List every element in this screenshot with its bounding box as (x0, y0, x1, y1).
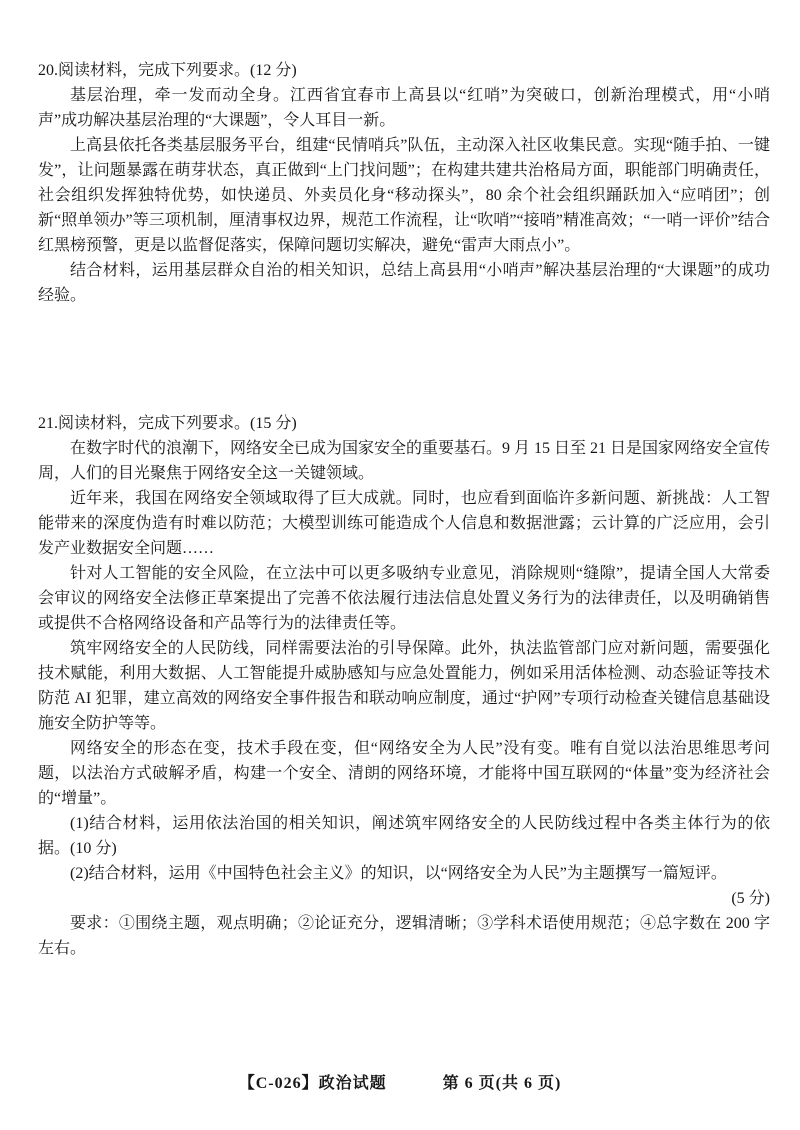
question-20-header: 20.阅读材料，完成下列要求。(12 分) (38, 62, 297, 79)
question-21-subquestion-2: (2)结合材料，运用《中国特色社会主义》的知识，以“网络安全为人民”为主题撰写一篇短评。 (70, 865, 727, 882)
question-21-requirements: 要求：①围绕主题，观点明确；②论证充分，逻辑清晰；③学科术语使用规范；④总字数在 200 字左右。 (38, 915, 770, 957)
question-20-task: 结合材料，运用基层群众自治的相关知识，总结上高县用“小哨声”解决基层治理的“大课题”的成功经验。 (38, 262, 770, 304)
question-21-paragraph-4: 筑牢网络安全的人民防线，同样需要法治的引导保障。此外，执法监管部门应对新问题，需要强化技术赋能，利用大数据、人工智能提升威胁感知与应急处置能力，例如采用活体检测、动态验证等技术防范 AI 犯罪，建立高效的网络安全事件报告和联动响应制度，通过“护网”专项行动检查关键信息基础设施安全防护等等。 (38, 640, 770, 732)
question-21 (38, 411, 770, 961)
footer-doc-title: 【C-026】政治试题 (238, 1075, 387, 1092)
footer-page-number: 第 6 页(共 6 页) (442, 1075, 562, 1092)
question-20-paragraph-1: 基层治理，牵一发而动全身。江西省宜春市上高县以“红哨”为突破口，创新治理模式，用“小哨声”成功解决基层治理的“大课题”，令人耳目一新。 (38, 87, 770, 129)
question-21-header: 21.阅读材料，完成下列要求。(15 分) (38, 415, 297, 432)
question-21-score-note: (5 分) (731, 890, 770, 907)
question-21-paragraph-1: 在数字时代的浪潮下，网络安全已成为国家安全的重要基石。9 月 15 日至 21 日是国家网络安全宣传周，人们的目光聚焦于网络安全这一关键领域。 (38, 440, 771, 482)
question-21-subquestion-1: (1)结合材料，运用依法治国的相关知识，阐述筑牢网络安全的人民防线过程中各类主体行为的依据。(10 分) (38, 815, 770, 857)
question-20-paragraph-2: 上高县依托各类基层服务平台，组建“民情哨兵”队伍，主动深入社区收集民意。实现“随手拍、一键发”，让问题暴露在萌芽状态，真正做到“上门找问题”；在构建共建共治格局方面，职能部门明确责任，社会组织发挥独特优势，如快递员、外卖员化身“移动探头”，80 余个社会组织踊跃加入“应哨团”；创新“照单领办”等三项机制，厘清事权边界，规范工作流程，让“吹哨”“接哨”精准高效；“一哨一评价”结合红黑榜预警，更是以监督促落实，保障问题切实解决，避免“雷声大雨点小”。 (38, 137, 770, 254)
question-21-paragraph-5: 网络安全的形态在变，技术手段在变，但“网络安全为人民”没有变。唯有自觉以法治思维思考问题，以法治方式破解矛盾，构建一个安全、清朗的网络环境，才能将中国互联网的“体量”变为经济社会的“增量”。 (38, 740, 770, 807)
question-21-paragraph-3: 针对人工智能的安全风险，在立法中可以更多吸纳专业意见，消除规则“缝隙”，提请全国人大常委会审议的网络安全法修正草案提出了完善不依法履行违法信息处置义务行为的法律责任，以及明确销售或提供不合格网络设备和产品等行为的法律责任等。 (38, 565, 770, 632)
page-footer (0, 1071, 800, 1096)
page-content (38, 58, 770, 961)
question-21-paragraph-2: 近年来，我国在网络安全领域取得了巨大成就。同时，也应看到面临许多新问题、新挑战：人工智能带来的深度伪造有时难以防范；大模型训练可能造成个人信息和数据泄露；云计算的广泛应用，会引发产业数据安全问题…… (38, 490, 770, 557)
question-20 (38, 58, 770, 308)
